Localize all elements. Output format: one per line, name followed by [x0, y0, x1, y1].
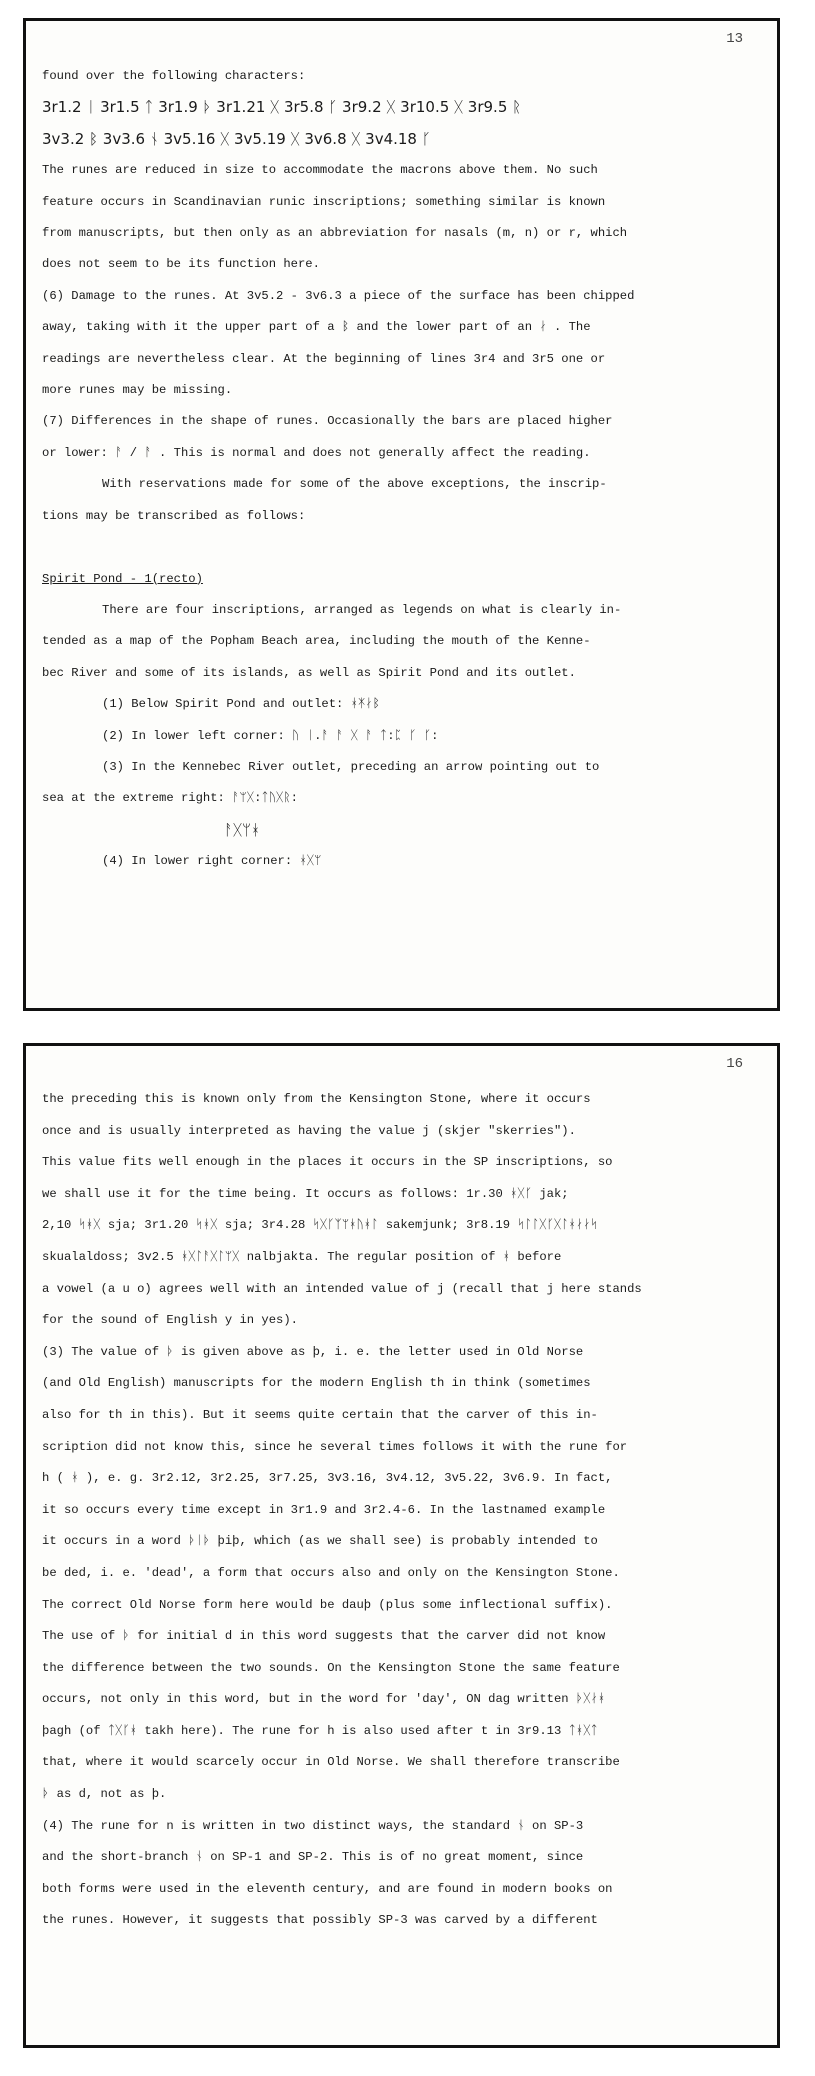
text-line: that, where it would scarcely occur in Old Norse. We shall therefore transcribe [42, 1755, 620, 1770]
inscription-line: (2) In lower left corner: ᚢ ᛁ.ᚨ ᚨ ᚷ ᚨ ᛏ:ᛈ ᚴ ᚴ: [102, 728, 439, 743]
inscription-line: (3) In the Kennebec River outlet, preceding an arrow pointing out to [102, 759, 600, 774]
text-line: from manuscripts, but then only as an abbreviation for nasals (m, n) or r, which [42, 226, 628, 241]
text-line: tions may be transcribed as follows: [42, 508, 306, 523]
text-line: h ( ᚼ ), e. g. 3r2.12, 3r2.25, 3r7.25, 3v3.16, 3v4.12, 3v5.22, 3v6.9. In fact, [42, 1471, 613, 1486]
text-line: the preceding this is known only from the Kensington Stone, where it occurs [42, 1092, 591, 1106]
text-line: scription did not know this, since he several times follows it with the rune for [42, 1439, 628, 1454]
section-heading: Spirit Pond - 1(recto) [42, 571, 203, 586]
text-line: There are four inscriptions, arranged as legends on what is clearly in- [102, 602, 622, 617]
text-line: With reservations made for some of the above exceptions, the inscrip- [102, 477, 607, 492]
inscription-line: sea at the extreme right: ᚨᛘᚷ:ᛏᚢᚷᚱ: [42, 791, 298, 806]
page-number: 16 [726, 1056, 743, 1072]
page-body [42, 61, 763, 878]
text-line: skualaldoss; 3v2.5 ᚼᚷᛚᚨᚷᛚᛘᚷ nalbjakta. The regular position of ᚼ before [42, 1249, 562, 1264]
text-line: 2,10 ᛋᚼᚷ sja; 3r1.20 ᛋᚼᚷ sja; 3r4.28 ᛋᚷᚴᛉᛘᚼᚢᚼᛚ sakemjunk; 3r8.19 ᛋᛚᛚᚷᚴᚷᛚᚼᛅᛅᛋ [42, 1218, 598, 1233]
rune-line: ᚨᚷᛘᚼ [224, 820, 261, 839]
page-number: 13 [726, 31, 743, 47]
text-line: more runes may be missing. [42, 383, 233, 398]
blank-line [42, 532, 763, 563]
text-line: and the short-branch ᚾ on SP-1 and SP-2. This is of no great moment, since [42, 1850, 584, 1865]
text-line: once and is usually interpreted as having the value j (skjer "skerries"). [42, 1123, 576, 1138]
inscription-line: (1) Below Spirit Pond and outlet: ᚼᛡᛅᛒ [102, 697, 380, 712]
text-line: This value fits well enough in the places it occurs in the SP inscriptions, so [42, 1155, 613, 1170]
text-line: both forms were used in the eleventh century, and are found in modern books on [42, 1881, 613, 1896]
text-line: tended as a map of the Popham Beach area, including the mouth of the Kenne- [42, 634, 591, 649]
text-line: for the sound of English y in yes). [42, 1313, 298, 1328]
text-line: The runes are reduced in size to accommodate the macrons above them. No such [42, 163, 598, 178]
text-line: ᚦ as d, not as þ. [42, 1787, 167, 1802]
text-line: þagh (of ᛏᚷᚴᚼ takh here). The rune for h is also used after t in 3r9.13 ᛏᚼᚷᛏ [42, 1723, 598, 1738]
text-line: also for th in this). But it seems quite certain that the carver of this in- [42, 1407, 598, 1422]
text-line: The correct Old Norse form here would be dauþ (plus some inflectional suffix). [42, 1597, 613, 1612]
page-body [42, 1084, 763, 1937]
text-line: away, taking with it the upper part of a ᛒ and the lower part of an ᛅ . The [42, 320, 591, 335]
text-line: bec River and some of its islands, as well as Spirit Pond and its outlet. [42, 665, 576, 680]
text-line: occurs, not only in this word, but in the word for 'day', ON dag written ᚦᚷᛅᚼ [42, 1692, 606, 1707]
text-line: feature occurs in Scandinavian runic inscriptions; something similar is known [42, 194, 606, 209]
text-line: found over the following characters: [42, 69, 306, 83]
text-line: we shall use it for the time being. It occurs as follows: 1r.30 ᚼᚷᚴ jak; [42, 1186, 569, 1201]
text-line: the difference between the two sounds. On the Kensington Stone the same feature [42, 1660, 620, 1675]
rune-reference-line: 3v3.2 ᛒ 3v3.6 ᚾ 3v5.16 ᚷ 3v5.19 ᚷ 3v6.8 ᚷ 3v4.18 ᚴ [42, 129, 431, 148]
text-line: a vowel (a u o) agrees well with an intended value of j (recall that j here stands [42, 1281, 642, 1296]
text-line: readings are nevertheless clear. At the beginning of lines 3r4 and 3r5 one or [42, 351, 606, 366]
text-line: it so occurs every time except in 3r1.9 and 3r2.4-6. In the lastnamed example [42, 1502, 606, 1517]
document-page-13 [23, 18, 780, 1011]
text-line: The use of ᚦ for initial d in this word suggests that the carver did not know [42, 1629, 606, 1644]
text-line: be ded, i. e. 'dead', a form that occurs also and only on the Kensington Stone. [42, 1565, 620, 1580]
text-line: it occurs in a word ᚦᛁᚦ þiþ, which (as we shall see) is probably intended to [42, 1534, 598, 1549]
inscription-line: (4) In lower right corner: ᚼᚷᛘ [102, 854, 322, 869]
text-line: (and Old English) manuscripts for the modern English th in think (sometimes [42, 1376, 591, 1391]
rune-reference-line: 3r1.2 ᛁ 3r1.5 ᛏ 3r1.9 ᚦ 3r1.21 ᚷ 3r5.8 ᚴ 3r9.2 ᚷ 3r10.5 ᚷ 3r9.5 ᚱ [42, 98, 522, 117]
text-line: (7) Differences in the shape of runes. Occasionally the bars are placed higher [42, 414, 613, 429]
text-line: the runes. However, it suggests that possibly SP-3 was carved by a different [42, 1913, 598, 1928]
text-line: or lower: ᚨ / ᚨ . This is normal and does not generally affect the reading. [42, 445, 591, 460]
document-page-16 [23, 1043, 780, 2048]
text-line: (6) Damage to the runes. At 3v5.2 - 3v6.3 a piece of the surface has been chipped [42, 288, 635, 303]
text-line: (3) The value of ᚦ is given above as þ, i. e. the letter used in Old Norse [42, 1344, 584, 1359]
text-line: does not seem to be its function here. [42, 257, 320, 272]
text-line: (4) The rune for n is written in two distinct ways, the standard ᚾ on SP-3 [42, 1818, 584, 1833]
